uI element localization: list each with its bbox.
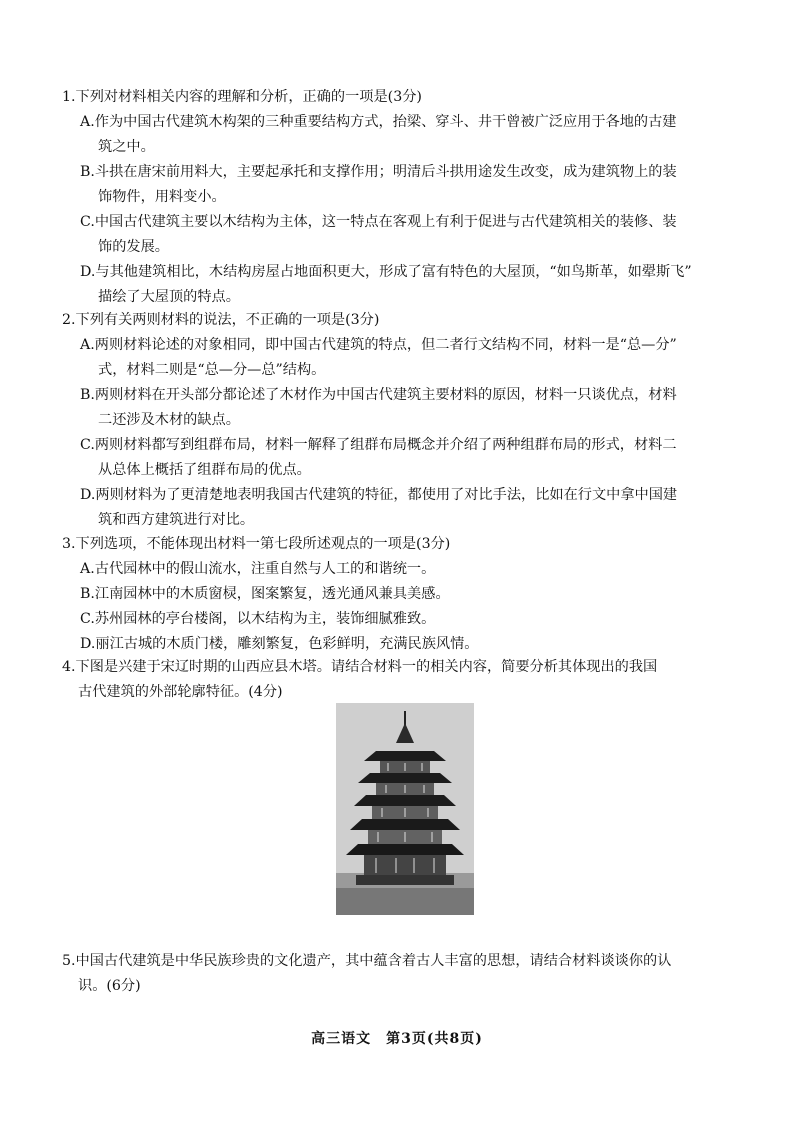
option-2d-line2: 筑和西方建筑进行对比。	[98, 512, 255, 528]
option-2b-line1: B.两则材料在开头部分都论述了木材作为中国古代建筑主要材料的原因，材料一只谈优点，材料	[80, 387, 677, 403]
option-2a	[62, 333, 742, 383]
option-2c-line1: C.两则材料都写到组群布局，材料一解释了组群布局概念并介绍了两种组群布局的形式，材料二	[80, 437, 677, 453]
question-3	[62, 532, 742, 657]
option-2a-line2: 式，材料二则是“总—分—总”结构。	[98, 362, 326, 378]
wooden-pagoda-photo	[336, 703, 474, 915]
option-2b	[62, 383, 742, 433]
page-footer: 高三语文 第3页(共8页)	[311, 1031, 483, 1047]
question-3-stem: 3.下列选项，不能体现出材料一第七段所述观点的一项是(3分)	[62, 536, 451, 552]
option-2b-line2: 二还涉及木材的缺点。	[98, 412, 240, 428]
option-2c-line2: 从总体上概括了组群布局的优点。	[98, 462, 311, 478]
question-4	[62, 655, 742, 705]
option-1d-line1: D.与其他建筑相比，木结构房屋占地面积更大，形成了富有特色的大屋顶，“如鸟斯革，如翚斯飞”	[80, 264, 692, 280]
option-1b-line2: 饰物件，用料变小。	[98, 189, 226, 205]
question-4-stem-line2: 古代建筑的外部轮廓特征。(4分)	[78, 684, 283, 700]
option-1a-line1: A.作为中国古代建筑木构架的三种重要结构方式，抬梁、穿斗、井干曾被广泛应用于各地的古建	[80, 114, 677, 130]
question-5	[62, 949, 742, 999]
option-1c-line1: C.中国古代建筑主要以木结构为主体，这一特点在客观上有利于促进与古代建筑相关的装修、装	[80, 214, 677, 230]
question-1-stem: 1.下列对材料相关内容的理解和分析，正确的一项是(3分)	[62, 89, 422, 105]
option-2c	[62, 433, 742, 483]
question-5-stem-line2: 识。(6分)	[78, 978, 141, 994]
question-2-stem: 2.下列有关两则材料的说法，不正确的一项是(3分)	[62, 312, 380, 328]
question-4-stem-line1: 4.下图是兴建于宋辽时期的山西应县木塔。请结合材料一的相关内容，简要分析其体现出的我国	[62, 659, 658, 675]
option-1a	[62, 110, 742, 160]
option-3a: A.古代园林中的假山流水，注重自然与人工的和谐统一。	[80, 561, 436, 577]
option-3b: B.江南园林中的木质窗棂，图案繁复，透光通风兼具美感。	[80, 586, 450, 602]
option-2d	[62, 483, 742, 533]
option-2a-line1: A.两则材料论述的对象相同，即中国古代建筑的特点，但二者行文结构不同，材料一是“总—分”	[80, 337, 677, 353]
option-1c	[62, 210, 742, 260]
question-2	[62, 308, 742, 533]
pagoda-icon	[336, 703, 474, 915]
option-1b-line1: B.斗拱在唐宋前用料大，主要起承托和支撑作用；明清后斗拱用途发生改变，成为建筑物上的装	[80, 164, 677, 180]
question-1	[62, 85, 742, 310]
option-3d: D.丽江古城的木质门楼，雕刻繁复，色彩鲜明，充满民族风情。	[80, 636, 479, 652]
option-1d	[62, 260, 742, 310]
option-3c: C.苏州园林的亭台楼阁，以木结构为主，装饰细腻雅致。	[80, 611, 436, 627]
option-1c-line2: 饰的发展。	[98, 239, 169, 255]
option-2d-line1: D.两则材料为了更清楚地表明我国古代建筑的特征，都使用了对比手法，比如在行文中拿中国建	[80, 487, 678, 503]
option-1b	[62, 160, 742, 210]
question-5-stem-line1: 5.中国古代建筑是中华民族珍贵的文化遗产，其中蕴含着古人丰富的思想，请结合材料谈谈你的认	[62, 953, 672, 969]
option-1a-line2: 筑之中。	[98, 139, 155, 155]
option-1d-line2: 描绘了大屋顶的特点。	[98, 289, 240, 305]
